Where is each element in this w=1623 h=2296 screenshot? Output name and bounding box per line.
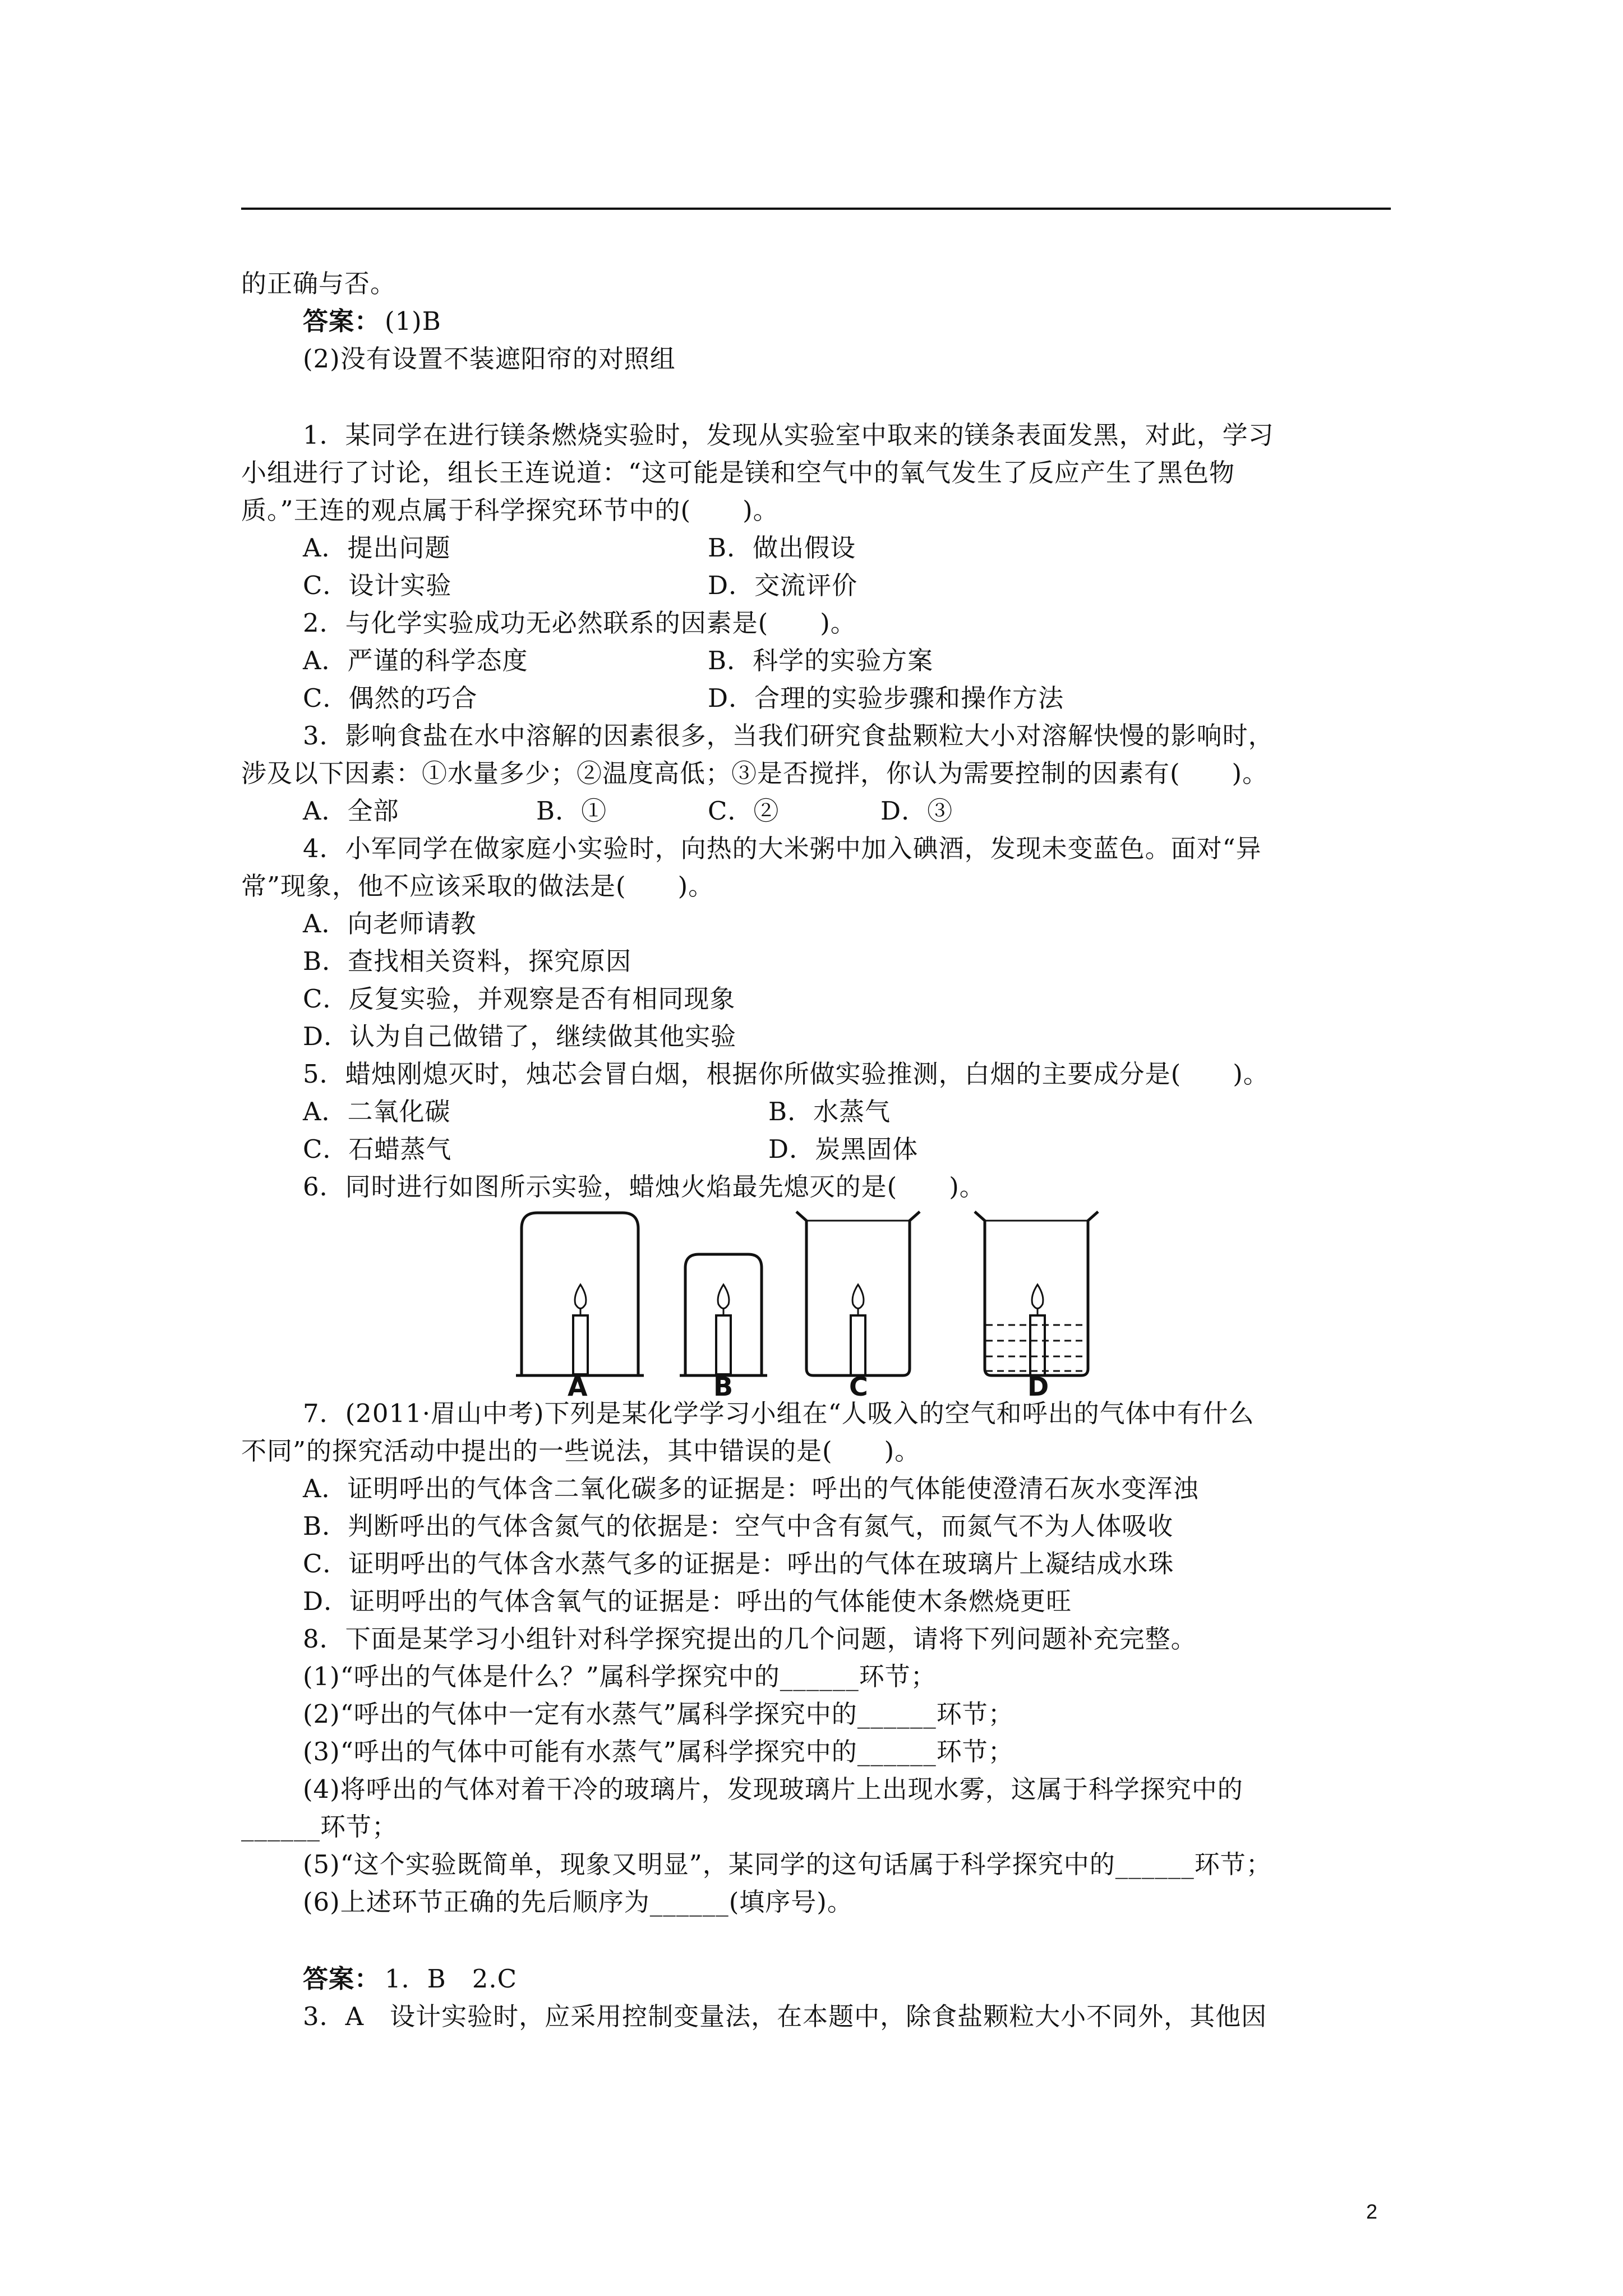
option-text: C．设计实验 [303,570,452,600]
option-text: D．合理的实验步骤和操作方法 [708,683,1064,713]
question-text: 不同”的探究活动中提出的一些说法，其中错误的是( )。 [241,1436,921,1466]
label-a: A [568,1372,588,1397]
jar-a [516,1213,644,1397]
option-text: B．查找相关资料，探究原因 [303,946,632,976]
question-text: 常”现象，他不应该采取的做法是( )。 [241,871,714,901]
sub-question: (1)“呼出的气体是什么？”属科学探究中的______环节； [303,1662,937,1691]
option-text: C．② [708,796,780,826]
question-text: 质。”王连的观点属于科学探究环节中的( )。 [241,495,779,525]
sub-question: (5)“这个实验既简单，现象又明显”，某同学的这句话属于科学探究中的______环节； [303,1849,1272,1879]
answer-text: 3．A 设计实验时，应采用控制变量法，在本题中，除食盐颗粒大小不同外，其他因 [303,2001,1267,2031]
question-text: 2．与化学实验成功无必然联系的因素是( )。 [303,608,856,638]
text-line: 的正确与否。 [241,269,396,298]
sub-question: (3)“呼出的气体中可能有水蒸气”属科学探究中的______环节； [303,1737,1014,1766]
question-text: 4．小军同学在做家庭小实验时，向热的大米粥中加入碘酒，发现未变蓝色。面对“异 [303,834,1262,863]
option-text: C．证明呼出的气体含水蒸气多的证据是：呼出的气体在玻璃片上凝结成水珠 [303,1549,1174,1579]
question-text: 1．某同学在进行镁条燃烧实验时，发现从实验室中取来的镁条表面发黑，对此，学习 [303,420,1274,450]
question-text: 6．同时进行如图所示实验，蜡烛火焰最先熄灭的是( )。 [303,1172,985,1202]
sub-question: (6)上述环节正确的先后顺序为______(填序号)。 [303,1887,853,1917]
option-text: A．证明呼出的气体含二氧化碳多的证据是：呼出的气体能使澄清石灰水变浑浊 [303,1474,1199,1503]
option-text: D．③ [880,796,953,826]
answer-text: 1．B 2.C [385,1964,518,1994]
beaker-d [975,1212,1098,1397]
option-text: A．提出问题 [303,533,451,563]
question-text: 8．下面是某学习小组针对科学探究提出的几个问题，请将下列问题补充完整。 [303,1624,1197,1654]
option-text: C．反复实验，并观察是否有相同现象 [303,984,736,1014]
jar-b [680,1254,767,1397]
option-text: A．向老师请教 [303,909,477,938]
candle-icon [716,1285,731,1374]
question-text: 3．影响食盐在水中溶解的因素很多，当我们研究食盐颗粒大小对溶解快慢的影响时， [303,721,1274,751]
option-text: A．二氧化碳 [303,1097,451,1126]
question-text: 7．(2011·眉山中考)下列是某化学学习小组在“人吸入的空气和呼出的气体中有什么 [303,1398,1255,1428]
question-text: 5．蜡烛刚熄灭时，烛芯会冒白烟，根据你所做实验推测，白烟的主要成分是( )。 [303,1059,1269,1089]
water-lines [986,1325,1087,1371]
option-text: D．证明呼出的气体含氧气的证据是：呼出的气体能使木条燃烧更旺 [303,1586,1072,1616]
option-text: D．炭黑固体 [768,1134,919,1164]
answer-text: (2)没有设置不装遮阳帘的对照组 [303,344,676,374]
question-text: 涉及以下因素：①水量多少；②温度高低；③是否搅拌，你认为需要控制的因素有( )。 [241,758,1269,788]
page-number: 2 [1366,2200,1378,2223]
candle-icon [573,1285,588,1374]
option-text: B．判断呼出的气体含氮气的依据是：空气中含有氮气，而氮气不为人体吸收 [303,1511,1174,1541]
header-rule [241,208,1391,210]
answer-label: 答案： [303,1964,381,1994]
sub-question: (4)将呼出的气体对着干冷的玻璃片，发现玻璃片上出现水雾，这属于科学探究中的 [303,1774,1243,1804]
option-text: C．偶然的巧合 [303,683,478,713]
answer-text: (1)B [385,306,441,336]
beaker-c [796,1212,920,1397]
option-text: C．石蜡蒸气 [303,1134,452,1164]
option-text: B．水蒸气 [768,1097,891,1126]
option-text: B．做出假设 [708,533,856,563]
candle-icon [851,1285,865,1375]
answer-label: 答案： [303,306,381,336]
sub-question: (2)“呼出的气体中一定有水蒸气”属科学探究中的______环节； [303,1699,1014,1729]
candle-experiment-figure [516,1206,1099,1397]
label-b: B [713,1372,734,1397]
option-text: B．① [536,796,607,826]
option-text: B．科学的实验方案 [708,646,934,675]
option-text: A．全部 [303,796,399,826]
candle-icon [1030,1285,1045,1375]
label-c: C [849,1372,868,1397]
option-text: D．交流评价 [708,570,858,600]
question-text: 小组进行了讨论，组长王连说道：“这可能是镁和空气中的氧气发生了反应产生了黑色物 [241,458,1235,487]
option-text: A．严谨的科学态度 [303,646,528,675]
label-d: D [1027,1372,1049,1397]
option-text: D．认为自己做错了，继续做其他实验 [303,1022,737,1051]
sub-question: ______环节； [241,1812,398,1842]
